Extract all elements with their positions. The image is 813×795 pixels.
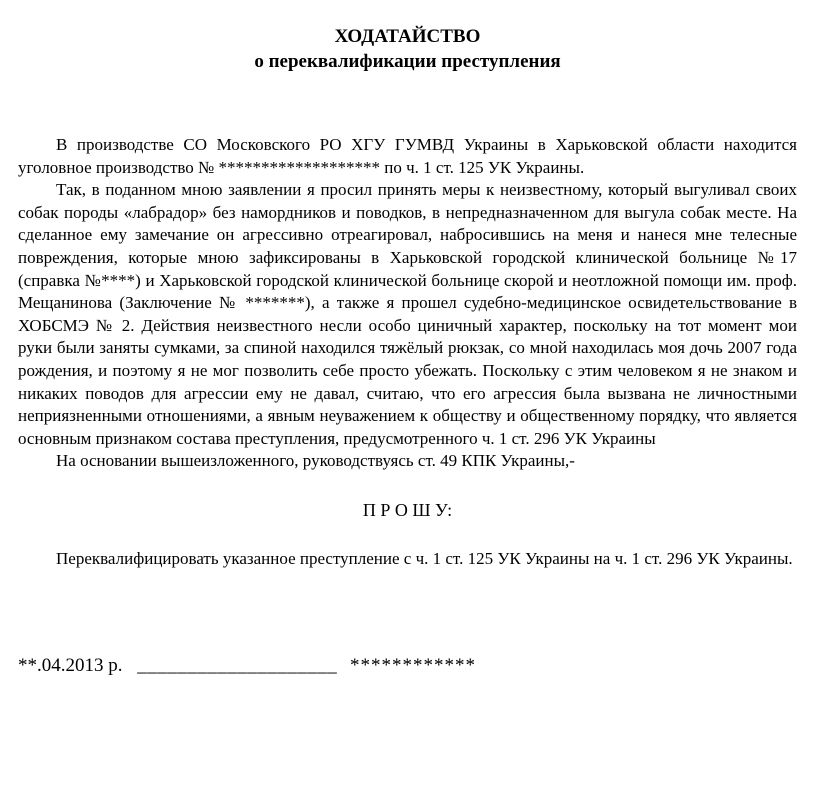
date-field: **.04.2013 р. [18,655,123,677]
masked-name: ************ [350,655,476,677]
paragraph-legal-basis: На основании вышеизложенного, руководствуясь ст. 49 КПК Украины,- [56,451,575,471]
request-heading: П Р О Ш У: [362,499,453,520]
title-line-2: о переквалификации преступления [254,51,561,72]
paragraph-statement: Так, в поданном мною заявлении я просил принять меры к неизвестному, который выгуливал своих собак породы «лабрадор» без намордников и поводков, в непредназначенном для выгула собак месте. На сделанное ему замечание он агрессивно отреагировал, набросившись на меня и нанеся мне телесные повреждения, которые мною зафиксированы в Харьковской городской клинической больнице №17 (справка №****) и Харьковской городской клинической больнице скорой и неотложной помощи им. проф. Мещанинова (Заключение № *******), а также я прошел судебно-медицинское освидетельствование в ХОБСМЭ № 2. Действия неизвестного несли особо циничный характер, поскольку на тот момент мои руки были заняты сумками, за спиной находился тяжёлый рюкзак, со мной находилась моя дочь 2007 года рождения, и поэтому я не мог позволить себе просто убежать. Поскольку с этим человеком я не знаком и никаких поводов для агрессии ему не давал, считаю, что его агрессия была вызвана не личностными неприязненными отношениями, а явным неуважением к обществу и общественному порядку, что является основным признаком состава преступления, предусмотренного ч. 1 ст. 296 УК Украины [18,180,797,448]
paragraph-request: Переквалифицировать указанное преступление с ч. 1 ст. 125 УК Украины на ч. 1 ст. 296 УК Украины. [56,548,793,568]
signature-block [18,654,797,678]
paragraph-case-info: В производстве СО Московского РО ХГУ ГУМВД Украины в Харьковской области находится уголовное производство № ******************* по ч. 1 ст. 125 УК Украины. [18,135,797,177]
document-title [18,24,797,74]
title-line-1: ХОДАТАЙСТВО [334,26,481,47]
signature-line: ____________________ [137,655,338,677]
